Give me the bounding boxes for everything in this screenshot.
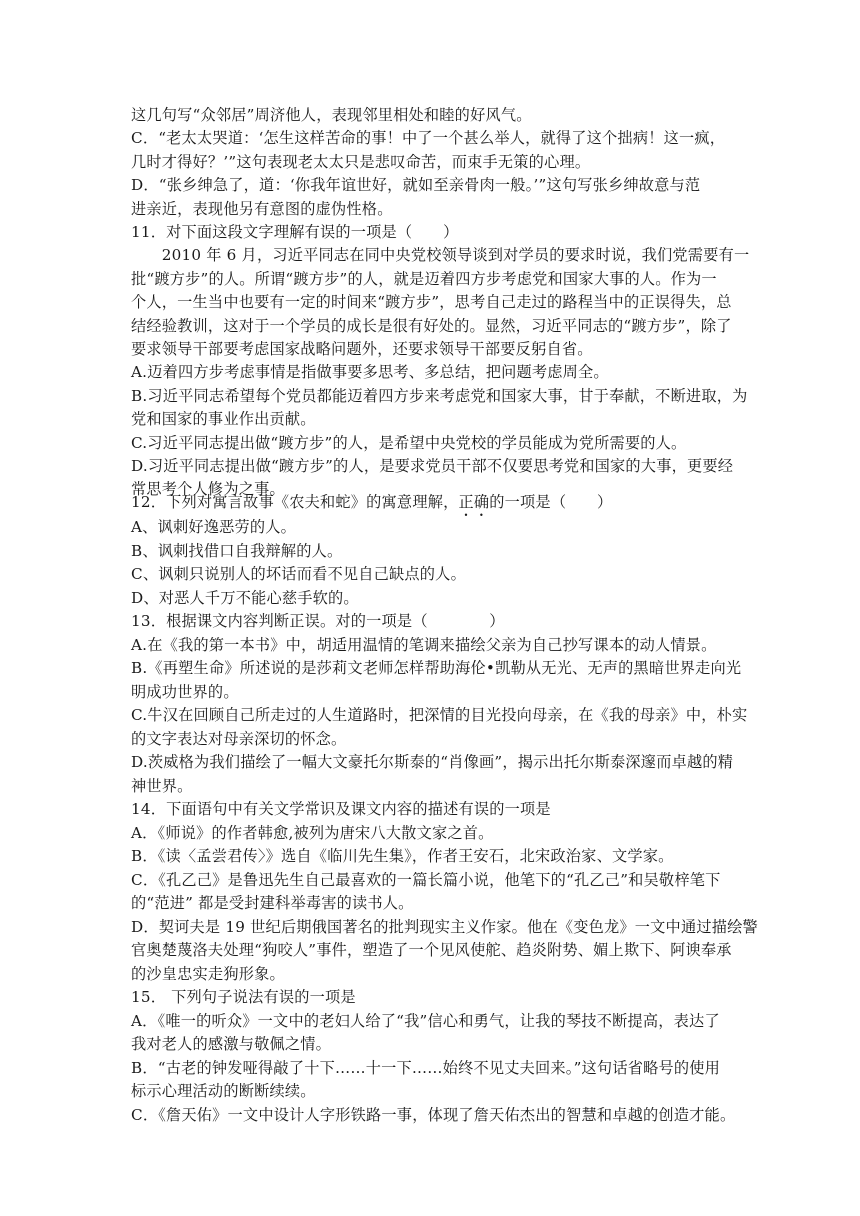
text-line: 的“范进” 都是受封建科举毒害的读书人。 [131, 894, 414, 912]
text-line: A.迈着四方步考虑事情是指做事要多思考、多总结，把问题考虑周全。 [131, 363, 609, 382]
text-line: C.牛汉在回顾自己所走过的人生道路时，把深情的目光投向母亲，在《我的母亲》中，朴实 [131, 706, 748, 724]
text-line: 11．对下面这段文字理解有误的一项是（ ） [131, 223, 459, 241]
text-line: D．契诃夫是 19 世纪后期俄国著名的批判现实主义作家。他在《变色龙》一文中通过描绘警 [131, 917, 758, 936]
text-line: C．《詹天佑》一文中设计人字形铁路一事，体现了詹天佑杰出的智慧和卓越的创造才能。 [131, 1105, 736, 1124]
text-line: 几时才得好？’”这句表现老太太只是悲叹命苦，而束手无策的心理。 [131, 152, 591, 171]
text-line: 我对老人的感激与敬佩之情。 [131, 1035, 332, 1053]
text-line: A.在《我的第一本书》中，胡适用温情的笔调来描绘父亲为自己抄写课本的动人情景。 [131, 635, 717, 654]
text-line: 标示心理活动的断断续续。 [131, 1082, 316, 1100]
text-line: A．《唯一的听众》一文中的老妇人给了“我”信心和勇气，让我的琴技不断提高，表达了 [131, 1011, 720, 1030]
text-line: D．“张乡绅急了，道：‘你我年谊世好，就如至亲骨肉一般。’”这句写张乡绅故意与范 [131, 176, 701, 195]
text-line: 的沙皇忠实走狗形象。 [131, 964, 285, 983]
text-line: 2010 年 6 月，习近平同志在同中央党校领导谈到对学员的要求时说，我们党需要有一 [131, 246, 750, 265]
text-line: C、讽刺只说别人的坏话而看不见自己缺点的人。 [131, 565, 466, 583]
text-line: 这几句写“众邻居”周济他人，表现邻里相处和睦的好风气。 [131, 106, 532, 124]
text-line: C．《孔乙己》是鲁迅先生自己最喜欢的一篇长篇小说，他笔下的“孔乙己”和吴敬梓笔下 [131, 870, 721, 889]
text-line: 的文字表达对母亲深切的怀念。 [131, 729, 347, 748]
text-line: 个人，一生当中也要有一定的时间来“踱方步”，思考自己走过的路程当中的正误得失，总 [131, 293, 732, 312]
text-line: C.习近平同志提出做“踱方步”的人，是希望中央党校的学员能成为党所需要的人。 [131, 433, 687, 452]
text-line: A．《师说》的作者韩愈,被列为唐宋八大散文家之首。 [131, 823, 494, 842]
text-line: 要求领导干部要考虑国家战略问题外，还要求领导干部要反躬自省。 [131, 340, 593, 358]
text-line: 官奥楚蔑洛夫处理“狗咬人”事件，塑造了一个见风使舵、趋炎附势、媚上欺下、阿谀奉承 [131, 941, 732, 959]
text-line: 党和国家的事业作出贡献。 [131, 410, 316, 429]
q12-before: 12．下列对寓言故事《农夫和蛇》的寓意理解， [131, 493, 459, 511]
text-line: 神世界。 [131, 776, 193, 795]
text-line: C．“老太太哭道：‘怎生这样苦命的事！中了一个甚么举人，就得了这个拙病！这一疯， [131, 129, 726, 148]
text-line: B．《读〈孟尝君传〉》选自《临川先生集》，作者王安石，北宋政治家、文学家。 [131, 847, 674, 865]
text-line: 13．根据课文内容判断正误。对的一项是（ ） [131, 612, 505, 630]
text-line: 15． 下列句子说法有误的一项是 [131, 988, 356, 1006]
text-line: 常思考个人修为之事。 [131, 480, 285, 499]
text-line: 明成功世界的。 [131, 682, 239, 701]
text-line: B．“古老的钟发哑得敲了十下……十一下……始终不见丈夫回来。”这句话省略号的使用 [131, 1058, 721, 1077]
q12-after: 的一项是（ ） [489, 493, 613, 511]
text-line: 进亲近，表现他另有意图的虚伪性格。 [131, 199, 393, 218]
text-line: B.《再塑生命》所述说的是莎莉文老师怎样帮助海伦•凯勒从无光、无声的黑暗世界走向光 [131, 659, 742, 677]
text-line: 14．下面语句中有关文学常识及课文内容的描述有误的一项是 [131, 800, 551, 818]
text-line: D.茨威格为我们描绘了一幅大文豪托尔斯泰的“肖像画”，揭示出托尔斯泰深邃而卓越的精 [131, 753, 734, 771]
text-line: 批“踱方步”的人。所谓“踱方步”的人，就是迈着四方步考虑党和国家大事的人。作为一 [131, 269, 717, 288]
text-line: B、讽刺找借口自我辩解的人。 [131, 541, 343, 560]
q12-emphasis: 正确 [458, 493, 490, 511]
text-line: D、对恶人千万不能心慈手软的。 [131, 588, 359, 607]
text-line: 结经验教训，这对于一个学员的成长是很有好处的。显然，习近平同志的“踱方步”，除了 [131, 316, 732, 335]
text-line: B.习近平同志希望每个党员都能迈着四方步来考虑党和国家大事，甘于奉献，不断进取，为 [131, 386, 748, 405]
text-line: D.习近平同志提出做“踱方步”的人，是要求党员干部不仅要思考党和国家的大事，更要经 [131, 457, 734, 475]
text-line: A、讽刺好逸恶劳的人。 [131, 518, 297, 536]
